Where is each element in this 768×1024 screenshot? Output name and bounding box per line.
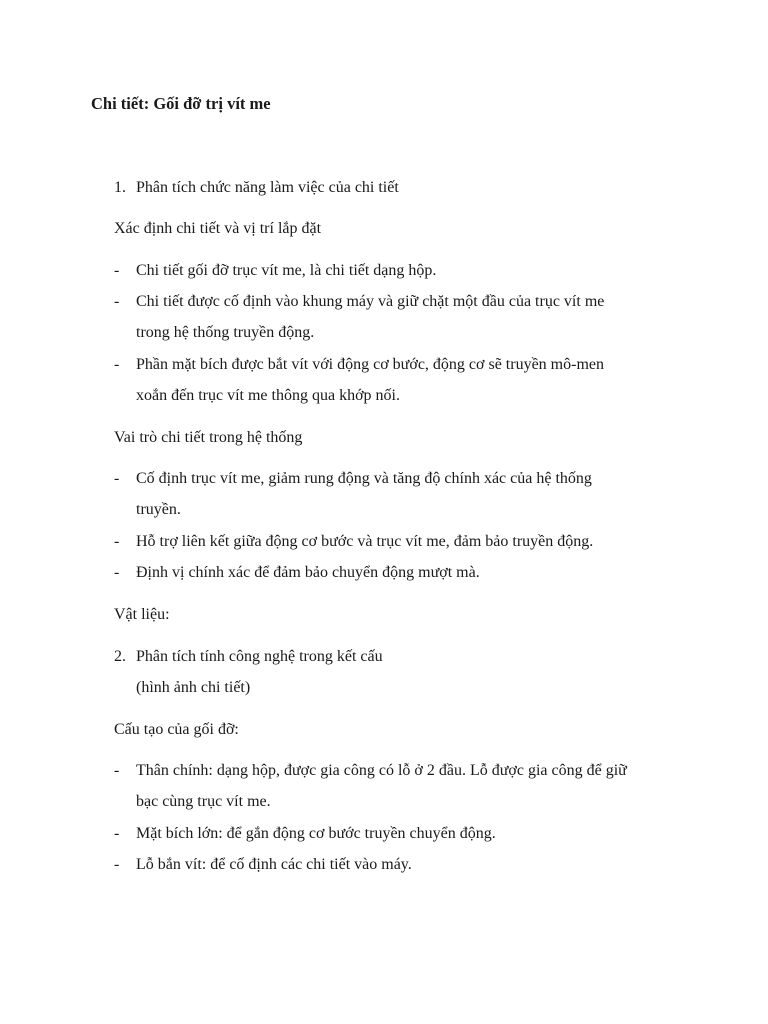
list-item-text: Lỗ bắn vít: để cố định các chi tiết vào máy.: [136, 856, 412, 873]
section-2-heading-text: Phân tích tính công nghệ trong kết cấu: [136, 648, 383, 665]
bullet-dash: -: [114, 470, 120, 487]
list-item-continuation: truyền.: [136, 501, 181, 518]
subheading-structure: Cấu tạo của gối đỡ:: [114, 721, 239, 738]
section-2-note: (hình ảnh chi tiết): [136, 679, 251, 696]
list-item-continuation: bạc cùng trục vít me.: [136, 793, 271, 810]
bullet-dash: -: [114, 262, 120, 279]
subheading-installation: Xác định chi tiết và vị trí lắp đặt: [114, 220, 322, 237]
bullet-dash: -: [114, 856, 120, 873]
bullet-dash: -: [114, 293, 120, 310]
list-item-text: Định vị chính xác để đảm bảo chuyển động mượt mà.: [136, 564, 480, 581]
material-label: Vật liệu:: [114, 606, 170, 623]
bullet-dash: -: [114, 762, 120, 779]
bullet-dash: -: [114, 533, 120, 550]
bullet-dash: -: [114, 825, 120, 842]
list-item-continuation: trong hệ thống truyền động.: [136, 324, 315, 341]
list-item-text: Hỗ trợ liên kết giữa động cơ bước và trục vít me, đảm bảo truyền động.: [136, 533, 594, 550]
list-item-text: Chi tiết gối đỡ trục vít me, là chi tiết dạng hộp.: [136, 262, 437, 279]
subheading-role: Vai trò chi tiết trong hệ thống: [114, 429, 303, 446]
bullet-dash: -: [114, 564, 120, 581]
list-item-text: Chi tiết được cố định vào khung máy và giữ chặt một đầu của trục vít me: [136, 293, 605, 310]
list-item-text: Phần mặt bích được bắt vít với động cơ bước, động cơ sẽ truyền mô-men: [136, 356, 604, 373]
list-item-continuation: xoắn đến trục vít me thông qua khớp nối.: [136, 387, 400, 404]
document-title: Chi tiết: Gối đỡ trị vít me: [91, 94, 271, 113]
bullet-dash: -: [114, 356, 120, 373]
section-1-number: 1.: [114, 179, 126, 196]
list-item-text: Thân chính: dạng hộp, được gia công có lỗ ở 2 đầu. Lỗ được gia công để giữ: [136, 762, 627, 779]
section-2-number: 2.: [114, 648, 126, 665]
list-item-text: Cố định trục vít me, giảm rung động và tăng độ chính xác của hệ thống: [136, 470, 592, 487]
section-1-heading-text: Phân tích chức năng làm việc của chi tiết: [136, 179, 399, 196]
list-item-text: Mặt bích lớn: để gắn động cơ bước truyền chuyển động.: [136, 825, 496, 842]
